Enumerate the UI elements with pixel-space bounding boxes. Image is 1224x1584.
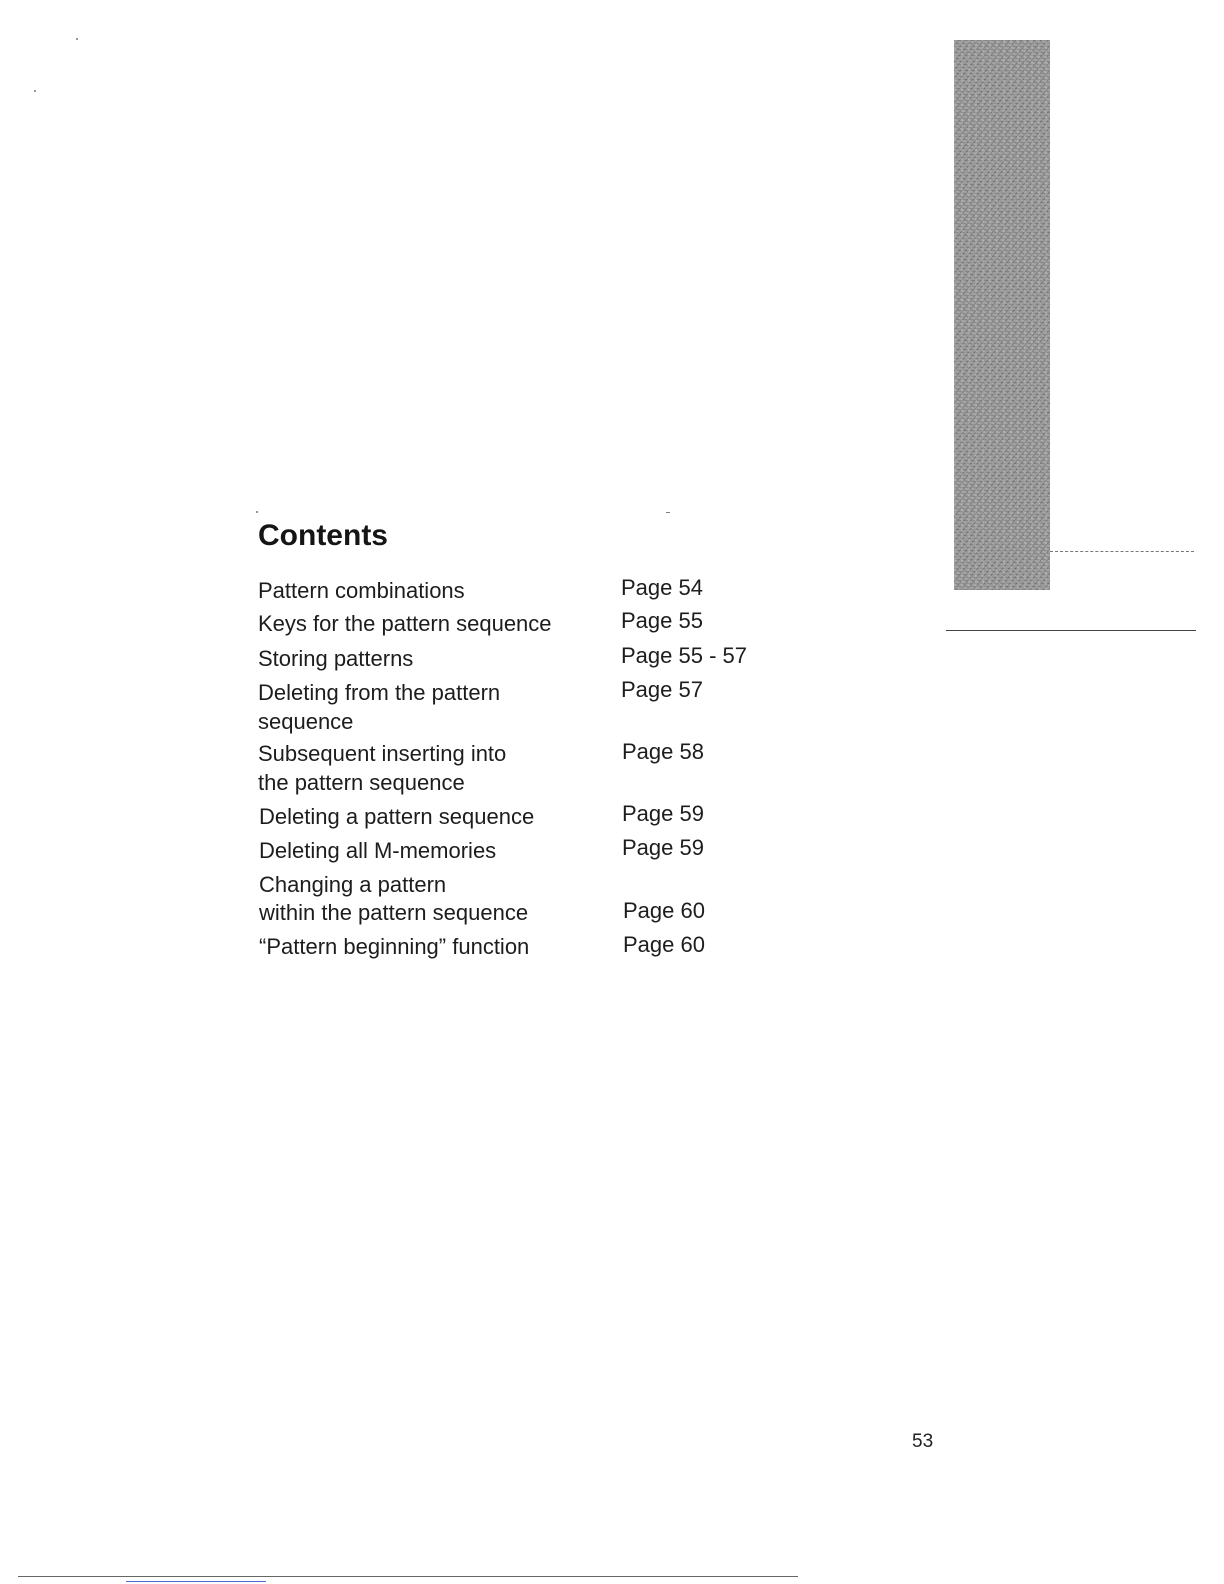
toc-entry-page: Page 59 (622, 835, 704, 860)
toc-entry-label: Changing a pattern (259, 872, 447, 897)
toc-entry-label: Pattern combinations (258, 578, 465, 603)
toc-entry-page: Page 57 (621, 677, 703, 702)
toc-entry-label: Deleting from the pattern (258, 680, 501, 705)
toc-entry-page: Page 60 (623, 932, 705, 957)
toc-entry-label: Subsequent inserting into (258, 741, 507, 766)
toc-entry-page: Page 55 (621, 608, 703, 633)
section-tab-marker (954, 40, 1050, 590)
page-title: Contents (258, 519, 388, 552)
toc-entry-page: Page 59 (622, 801, 704, 826)
toc-entry-label: “Pattern beginning” function (259, 934, 530, 959)
page-number: 53 (912, 1431, 934, 1452)
toc-entry-page: Page 58 (622, 739, 704, 764)
toc-entry-label: Storing patterns (258, 646, 414, 671)
toc-entry-label-continued: within the pattern sequence (259, 900, 529, 925)
toc-entry-label-continued: the pattern sequence (258, 770, 465, 795)
toc-entry-page: Page 55 - 57 (621, 643, 747, 668)
toc-entry-page: Page 60 (623, 898, 705, 923)
tab-divider-line (1050, 551, 1194, 552)
bottom-scan-mark (126, 1581, 266, 1582)
scan-speck (34, 90, 36, 92)
section-divider-line (946, 630, 1196, 631)
toc-entry-label-continued: sequence (258, 709, 354, 734)
toc-entry-label: Keys for the pattern sequence (258, 611, 552, 636)
bottom-scan-edge-line (18, 1576, 798, 1577)
toc-entry-page: Page 54 (621, 575, 703, 600)
toc-entry-label: Deleting all M-memories (259, 838, 497, 863)
scan-speck (666, 512, 670, 513)
toc-entry-label: Deleting a pattern sequence (259, 804, 535, 829)
scan-speck (76, 38, 78, 40)
scan-speck (256, 511, 258, 513)
